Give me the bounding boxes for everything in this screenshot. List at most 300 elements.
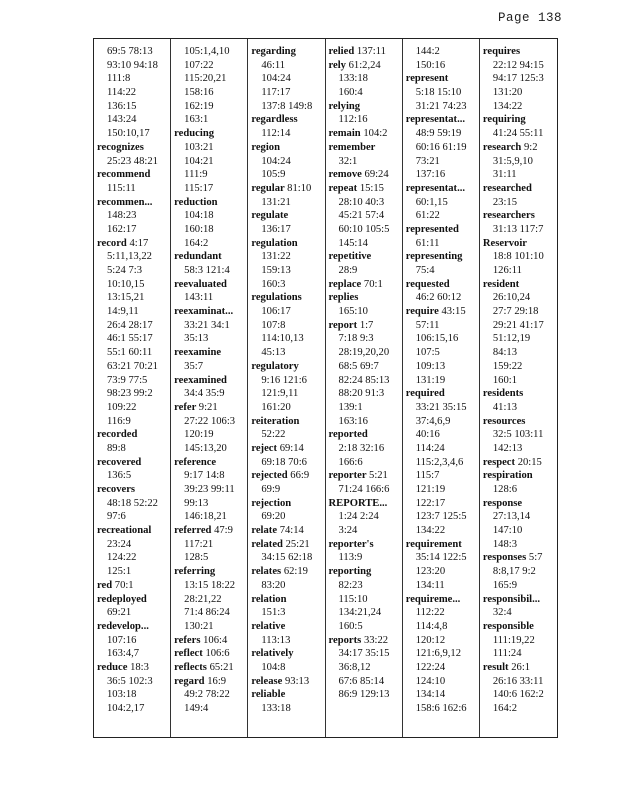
index-term-word: relying	[328, 100, 361, 112]
index-term-word: reference	[174, 456, 217, 468]
page-line-refs: 25:23 48:21	[107, 155, 158, 167]
page-line-refs: 112:22	[415, 607, 445, 619]
page-line-refs: 124:22	[107, 552, 137, 564]
index-term	[94, 141, 170, 155]
index-term	[171, 456, 247, 470]
page-line-refs: 34:17 35:15	[338, 648, 390, 660]
index-term-word: relatively	[251, 648, 294, 660]
page-line-refs: 41:13	[492, 401, 517, 413]
index-term-word: refers	[174, 634, 201, 646]
page-line-refs: 115:20,21	[184, 73, 227, 85]
page-line-refs: 28:19,20,20	[338, 347, 390, 359]
index-term-word: reflect	[174, 648, 203, 660]
index-term-word: REPORTE...	[328, 497, 388, 509]
page-line-refs: 28:21,22	[184, 593, 222, 605]
index-term-word: require	[405, 306, 439, 318]
index-term-word: residents	[482, 388, 524, 400]
index-term	[480, 209, 557, 223]
page-line-refs: 165:10	[338, 306, 368, 318]
index-term	[480, 113, 557, 127]
page-line-refs: 69:9	[261, 484, 281, 495]
index-term-word: respiration	[482, 470, 533, 482]
index-term-word: reflects	[174, 661, 207, 673]
page-line-refs: 106:15,16	[415, 333, 459, 345]
index-term	[248, 237, 324, 251]
index-term	[94, 483, 170, 497]
page-line-refs: 34:15 62:18	[261, 552, 313, 564]
page-line-refs: 45:13	[261, 347, 286, 359]
page-line-refs: 36:8,12	[338, 661, 371, 673]
index-column	[326, 39, 403, 737]
page-line-refs: 133:18	[338, 73, 368, 85]
index-column	[480, 39, 557, 737]
index-term	[248, 182, 324, 196]
page-line-refs: 114:10,13	[261, 333, 304, 345]
index-term	[326, 278, 402, 292]
page-line-refs: 1:24 2:24	[338, 511, 379, 523]
page-line-refs: 49:2 78:22	[184, 689, 230, 701]
page-line-refs: 162:19	[184, 100, 214, 112]
index-term	[94, 593, 170, 607]
index-term-word: region	[251, 141, 280, 153]
page-line-refs: 137:8 149:8	[261, 100, 313, 112]
index-term-word: regulation	[251, 237, 298, 249]
index-term-refs: 1:7	[359, 319, 374, 331]
page-line-refs: 117:17	[261, 87, 291, 99]
page-line-refs: 89:8	[107, 442, 126, 454]
index-term-refs: 70:1	[363, 278, 383, 290]
page-line-refs: 5:18 15:10	[415, 87, 462, 99]
index-term-word: researchers	[482, 210, 535, 222]
page-line-refs: 107:8	[261, 319, 286, 331]
index-term-refs: 25:21	[285, 538, 310, 550]
page-line-refs: 31:21 74:23	[415, 100, 467, 112]
index-term-word: rejected	[251, 470, 288, 482]
index-term-refs: 15:15	[359, 182, 384, 194]
index-term-word: regular	[251, 182, 285, 194]
page-line-refs: 23:15	[492, 196, 517, 208]
page-line-refs: 104:21	[184, 155, 214, 167]
page-line-refs: 158:16	[184, 87, 214, 99]
page-line-refs: 9:16 121:6	[261, 374, 307, 386]
index-term-word: regard	[174, 675, 205, 687]
index-term	[248, 141, 324, 155]
index-term	[326, 428, 402, 442]
index-term-word: representing	[405, 251, 463, 263]
page-line-refs: 35:7	[184, 360, 204, 372]
index-term-word: relation	[251, 593, 287, 605]
index-term-refs: 70:1	[114, 579, 134, 591]
index-term-word: reporter	[328, 470, 367, 482]
page-line-refs: 69:20	[261, 511, 286, 523]
page-line-refs: 148:23	[107, 210, 137, 222]
index-term	[171, 565, 247, 579]
index-term-word: requiring	[482, 114, 526, 126]
index-term	[171, 346, 247, 360]
index-term	[94, 620, 170, 634]
page-line-refs: 150:10,17	[107, 128, 150, 140]
index-column	[248, 39, 325, 737]
page-line-refs: 69:18 70:6	[261, 456, 307, 468]
index-term-word: reduction	[174, 196, 218, 208]
page-line-refs: 94:17 125:3	[492, 73, 544, 85]
index-term-refs: 43:15	[441, 306, 466, 318]
index-term-word: recreational	[97, 525, 152, 537]
index-term-word: reexaminat...	[174, 306, 234, 318]
page-line-refs: 26:16 33:11	[492, 675, 544, 687]
page-line-refs: 137:16	[415, 169, 446, 181]
index-term-refs: 74:14	[279, 525, 304, 537]
index-term	[326, 538, 402, 552]
index-term	[403, 250, 479, 264]
page-line-refs: 121:6,9,12	[415, 648, 462, 660]
index-term	[248, 565, 324, 579]
page-line-refs: 140:6 162:2	[492, 689, 544, 701]
index-term	[248, 688, 324, 702]
index-term-word: recovers	[97, 484, 136, 495]
page-line-refs: 164:2	[492, 703, 517, 714]
index-term-word: reiteration	[251, 415, 300, 427]
index-term-word: regulations	[251, 292, 302, 304]
index-term	[94, 196, 170, 210]
index-term	[326, 141, 402, 155]
index-term-word: relied	[328, 46, 355, 57]
page-line-refs: 82:23	[338, 579, 363, 591]
page-line-refs: 143:24	[107, 114, 137, 126]
page-line-refs: 93:10 94:18	[107, 59, 158, 71]
page-line-refs: 163:16	[338, 415, 368, 427]
index-term	[480, 593, 557, 607]
index-term	[326, 469, 402, 483]
page-line-refs: 114:24	[415, 442, 445, 454]
index-term	[480, 497, 557, 511]
index-term	[94, 168, 170, 182]
page-line-refs: 105:1,4,10	[184, 46, 230, 57]
index-term-word: represent	[405, 73, 449, 85]
index-term-word: relate	[251, 525, 278, 537]
index-term-word: refer	[174, 401, 197, 413]
page-line-refs: 27:22 106:3	[184, 415, 236, 427]
index-term-word: regarding	[251, 46, 296, 57]
page-line-refs: 107:5	[415, 347, 440, 359]
index-term-word: recorded	[97, 429, 138, 441]
index-term-word: requirement	[405, 538, 462, 550]
page-line-refs: 37:4,6,9	[415, 415, 451, 427]
index-term	[171, 278, 247, 292]
index-term-word: remove	[328, 169, 362, 181]
index-term-word: replace	[328, 278, 362, 290]
index-term-word: required	[405, 388, 445, 400]
page-line-refs: 107:16	[107, 634, 137, 646]
index-term	[94, 456, 170, 470]
index-term	[94, 661, 170, 675]
index-term-refs: 5:7	[528, 552, 543, 564]
word-index-table	[93, 38, 558, 738]
index-term	[480, 387, 557, 401]
page-line-refs: 46:11	[261, 59, 286, 71]
index-term	[248, 620, 324, 634]
index-term	[480, 415, 557, 429]
index-term	[403, 387, 479, 401]
index-term-word: researched	[482, 182, 532, 194]
page-line-refs: 162:17	[107, 223, 137, 235]
index-term	[248, 209, 324, 223]
index-term	[248, 360, 324, 374]
page-line-refs: 150:16	[415, 59, 446, 71]
index-term	[248, 647, 324, 661]
page-line-refs: 5:11,13,22	[107, 251, 152, 263]
index-term	[248, 469, 324, 483]
page-line-refs: 133:18	[261, 703, 291, 714]
page-line-refs: 115:7	[415, 470, 440, 482]
page-line-refs: 68:5 69:7	[338, 360, 379, 372]
page-line-refs: 104:24	[261, 155, 291, 167]
index-term-refs: 9:2	[523, 141, 538, 153]
index-term-word: reliable	[251, 689, 286, 701]
index-term-word: resident	[482, 278, 520, 290]
page-line-refs: 131:21	[261, 196, 291, 208]
index-term-refs: 106:6	[205, 648, 230, 660]
page-line-refs: 98:23 99:2	[107, 388, 153, 400]
page-line-refs: 51:12,19	[492, 333, 531, 345]
index-term-word: reject	[251, 442, 278, 454]
index-term-refs: 66:9	[290, 470, 310, 482]
index-term	[403, 593, 479, 607]
index-term	[403, 278, 479, 292]
page-line-refs: 39:23 99:11	[184, 484, 235, 495]
page-line-refs: 33:21 34:1	[184, 319, 230, 331]
index-term-refs: 20:15	[517, 456, 542, 468]
page-line-refs: 75:4	[415, 265, 435, 276]
index-term	[326, 127, 402, 141]
page-line-refs: 3:24	[338, 525, 358, 537]
page-line-refs: 120:19	[184, 429, 214, 441]
index-term-word: relative	[251, 620, 286, 632]
page-line-refs: 160:5	[338, 620, 363, 632]
index-term-word: research	[482, 141, 522, 153]
index-term	[403, 538, 479, 552]
index-term	[480, 551, 557, 565]
index-term-refs: 16:9	[207, 675, 227, 687]
page-line-refs: 123:20	[415, 566, 446, 578]
page-line-refs: 147:10	[492, 525, 523, 537]
index-term	[480, 278, 557, 292]
index-term-word: requires	[482, 46, 521, 57]
page-line-refs: 112:14	[261, 128, 291, 140]
page-line-refs: 82:24 85:13	[338, 374, 390, 386]
page-line-refs: 160:4	[338, 87, 363, 99]
index-term-word: requireme...	[405, 593, 461, 605]
page-line-refs: 26:10,24	[492, 292, 531, 304]
page-line-refs: 146:18,21	[184, 511, 227, 523]
index-term-word: responses	[482, 552, 527, 564]
index-term	[248, 538, 324, 552]
index-term-word: reporting	[328, 566, 372, 578]
page-line-refs: 73:9 77:5	[107, 374, 148, 386]
index-term	[171, 675, 247, 689]
page-line-refs: 163:4,7	[107, 648, 140, 660]
page-line-refs: 160:1	[492, 374, 517, 386]
index-term	[326, 59, 402, 73]
page-line-refs: 104:18	[184, 210, 214, 222]
page-line-refs: 33:21 35:15	[415, 401, 467, 413]
index-term-word: requested	[405, 278, 450, 290]
index-term-refs: 26:1	[511, 661, 531, 673]
page-line-refs: 18:8 101:10	[492, 251, 544, 263]
index-term-refs: 61:2,24	[348, 59, 381, 71]
index-term-refs: 5:21	[369, 470, 388, 482]
page-line-refs: 109:13	[415, 360, 446, 372]
page-line-refs: 121:9,11	[261, 388, 299, 400]
page-line-refs: 115:17	[184, 182, 214, 194]
index-term	[248, 497, 324, 511]
page-line-refs: 142:13	[492, 442, 523, 454]
page-line-refs: 36:5 102:3	[107, 675, 153, 687]
page-line-refs: 40:16	[415, 429, 440, 441]
page-line-refs: 69:5 78:13	[107, 46, 153, 57]
page-line-refs: 2:18 32:16	[338, 442, 385, 454]
index-term-refs: 62:19	[283, 566, 308, 578]
page-line-refs: 117:21	[184, 538, 214, 550]
page-line-refs: 58:3 121:4	[184, 265, 230, 276]
index-term-word: response	[482, 497, 523, 509]
index-term	[326, 250, 402, 264]
page-line-refs: 134:22	[415, 525, 446, 537]
index-term-word: remain	[328, 128, 361, 140]
index-term-word: recommend	[97, 169, 151, 181]
page-line-refs: 145:14	[338, 237, 368, 249]
page-line-refs: 28:10 40:3	[338, 196, 385, 208]
page-line-refs: 84:13	[492, 347, 517, 359]
page-line-refs: 61:22	[415, 210, 440, 222]
index-term-refs: 81:10	[287, 182, 312, 194]
page-line-refs: 105:9	[261, 169, 286, 181]
index-term	[403, 113, 479, 127]
index-term	[94, 237, 170, 251]
index-term-word: report	[328, 319, 358, 331]
page-line-refs: 63:21 70:21	[107, 360, 158, 372]
index-term-refs: 65:21	[209, 661, 234, 673]
page-line-refs: 165:9	[492, 579, 517, 591]
page-line-refs: 32:5 103:11	[492, 429, 544, 441]
page-line-refs: 52:22	[261, 429, 286, 441]
index-term-word: related	[251, 538, 283, 550]
page-line-refs: 71:24 166:6	[338, 484, 390, 495]
page-line-refs: 8:8,17 9:2	[492, 566, 536, 578]
index-term-word: regulatory	[251, 360, 299, 372]
page-line-refs: 106:17	[261, 306, 291, 318]
index-term	[248, 113, 324, 127]
page-line-refs: 109:22	[107, 401, 137, 413]
index-term	[480, 182, 557, 196]
index-term	[248, 593, 324, 607]
index-term-word: regulate	[251, 210, 289, 222]
page-line-refs: 60:16 61:19	[415, 141, 467, 153]
index-term-word: recognizes	[97, 141, 144, 153]
page-line-refs: 69:21	[107, 607, 132, 619]
page-line-refs: 14:9,11	[107, 306, 139, 318]
page-line-refs: 161:20	[261, 401, 291, 413]
page-line-refs: 86:9 129:13	[338, 689, 390, 701]
index-term	[94, 428, 170, 442]
index-term-refs: 106:4	[203, 634, 228, 646]
index-term	[248, 442, 324, 456]
page-line-refs: 114:22	[107, 87, 137, 99]
index-term-word: responsibil...	[482, 593, 541, 605]
page-line-refs: 27:13,14	[492, 511, 531, 523]
index-term-word: regardless	[251, 114, 298, 126]
page-line-refs: 107:22	[184, 59, 214, 71]
index-term-word: Reservoir	[482, 237, 527, 249]
page-line-refs: 136:15	[107, 100, 137, 112]
index-term	[326, 497, 402, 511]
index-term-word: resources	[482, 415, 526, 427]
index-term-word: reevaluated	[174, 278, 227, 290]
index-term	[326, 100, 402, 114]
page-line-refs: 83:20	[261, 579, 286, 591]
index-term-word: representat...	[405, 182, 466, 194]
page-line-refs: 134:14	[415, 689, 446, 701]
index-term	[171, 647, 247, 661]
index-term-refs: 9:21	[198, 401, 218, 413]
page-line-refs: 139:1	[338, 401, 363, 413]
index-term	[326, 168, 402, 182]
page-line-refs: 88:20 91:3	[338, 388, 385, 400]
page-line-refs: 35:13	[184, 333, 209, 345]
index-term	[248, 291, 324, 305]
page-line-refs: 34:4 35:9	[184, 388, 225, 400]
page-line-refs: 116:9	[107, 415, 131, 427]
page-line-refs: 111:24	[492, 648, 522, 660]
index-term	[171, 524, 247, 538]
index-term-word: relates	[251, 566, 282, 578]
index-term	[94, 524, 170, 538]
page-line-refs: 160:18	[184, 223, 214, 235]
page-line-refs: 32:1	[338, 155, 358, 167]
page-line-refs: 41:24 55:11	[492, 128, 544, 140]
page-line-refs: 113:13	[261, 634, 291, 646]
index-term-word: record	[97, 237, 127, 249]
page-line-refs: 115:10	[338, 593, 368, 605]
index-term-refs: 69:14	[279, 442, 304, 454]
page-line-refs: 115:2,3,4,6	[415, 456, 464, 468]
page-line-refs: 166:6	[338, 456, 363, 468]
page-line-refs: 73:21	[415, 155, 440, 167]
index-term	[480, 141, 557, 155]
page-line-refs: 46:2 60:12	[415, 292, 462, 304]
page-line-refs: 131:19	[415, 374, 446, 386]
index-term	[171, 196, 247, 210]
page-line-refs: 104:24	[261, 73, 291, 85]
index-term	[326, 634, 402, 648]
page-line-refs: 104:2,17	[107, 703, 145, 714]
page-line-refs: 115:11	[107, 182, 136, 194]
page-line-refs: 31:13 117:7	[492, 223, 544, 235]
page-line-refs: 13:15 18:22	[184, 579, 236, 591]
page-line-refs: 35:14 122:5	[415, 552, 467, 564]
page-line-refs: 31:11	[492, 169, 517, 181]
index-term-refs: 69:24	[364, 169, 389, 181]
index-term	[94, 579, 170, 593]
page-line-refs: 111:19,22	[492, 634, 535, 646]
page-line-refs: 55:1 60:11	[107, 347, 153, 359]
index-term	[326, 565, 402, 579]
index-term	[171, 250, 247, 264]
page-line-refs: 31:5,9,10	[492, 155, 533, 167]
page-line-refs: 57:11	[415, 319, 440, 331]
page-line-refs: 67:6 85:14	[338, 675, 385, 687]
index-term-refs: 104:2	[363, 128, 388, 140]
